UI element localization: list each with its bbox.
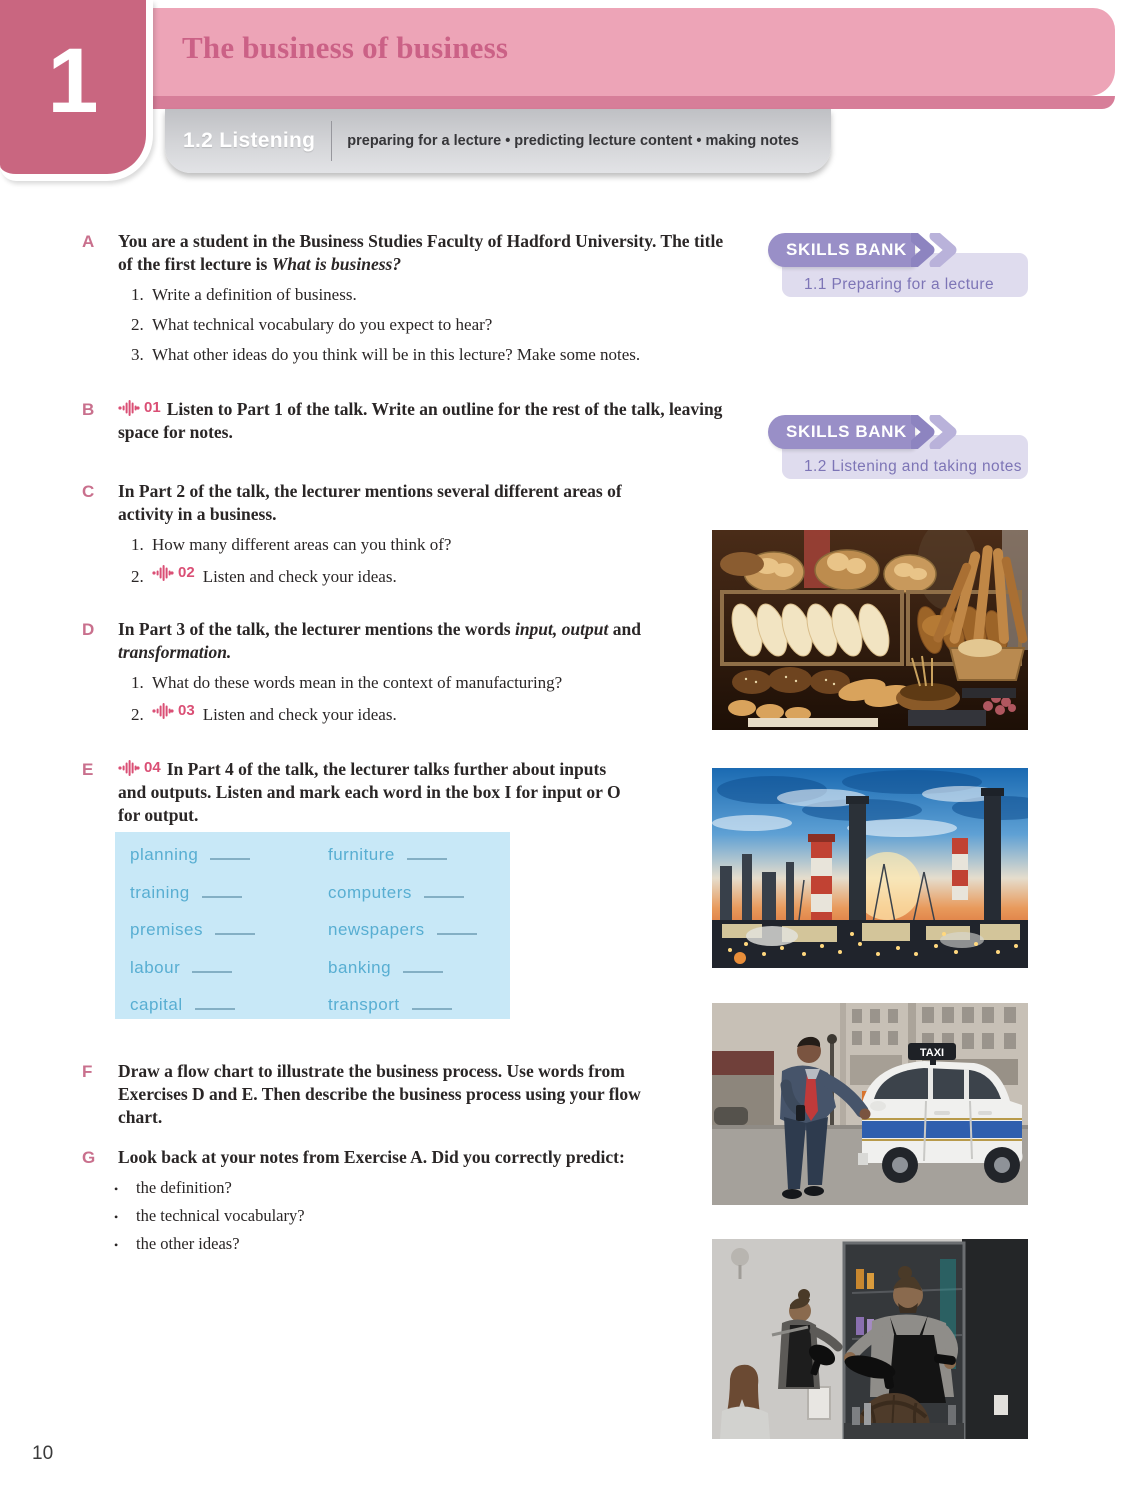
skills-bank-1	[768, 233, 1030, 299]
photo-bakery-bread-display	[712, 530, 1028, 730]
unit-number: 1	[47, 29, 99, 132]
word-entry: transport	[328, 993, 477, 1016]
lesson-skills-tagline: preparing for a lecture • predicting lecture content • making notes	[347, 133, 799, 149]
list-item: 1. What do these words mean in the context of manufacturing?	[131, 672, 563, 692]
input-output-word-box	[115, 832, 510, 1019]
unit-banner	[150, 8, 1115, 96]
photo-hair-salon	[712, 1239, 1028, 1439]
exercise-d	[82, 618, 682, 734]
audio-track-chip	[118, 398, 161, 418]
audio-waveform-icon	[118, 759, 140, 777]
unit-banner-strip	[150, 96, 1115, 109]
bullet-icon: •	[114, 1237, 119, 1252]
answer-blank	[192, 956, 232, 973]
exercise-c-letter: C	[82, 482, 95, 501]
answer-blank	[202, 881, 242, 898]
audio-waveform-icon	[118, 399, 140, 417]
word-entry: newspapers	[328, 918, 477, 941]
exercise-g	[82, 1146, 762, 1262]
exercise-e-instruction: 04 In Part 4 of the talk, the lecturer talks further about inputs and outputs. Listen and mark each word in the box I for input or O for output.	[118, 759, 621, 825]
exercise-c-instruction: In Part 2 of the talk, the lecturer mentions several different areas of activity in a business.	[118, 481, 622, 524]
audio-track-number: 02	[178, 563, 195, 581]
photo-businessman-taxi	[712, 1003, 1028, 1205]
exercise-f	[82, 1060, 682, 1128]
bullet-icon: •	[114, 1181, 119, 1196]
exercise-f-instruction: Draw a flow chart to illustrate the business process. Use words from Exercises D and E. Then describe the business process using your flow chart.	[118, 1061, 641, 1127]
bullet-item: • the technical vocabulary?	[114, 1205, 305, 1225]
chevron-right-icon	[911, 233, 963, 267]
list-item: 2. What technical vocabulary do you expect to hear?	[131, 314, 493, 334]
lesson-label: 1.2 Listening	[183, 129, 316, 152]
audio-track-chip	[118, 758, 161, 778]
audio-track-number: 01	[144, 399, 161, 417]
exercise-a-instruction: You are a student in the Business Studies Faculty of Hadford University. The title of the first lecture is What is business?	[118, 231, 724, 274]
skills-bank-1-item: 1.1 Preparing for a lecture	[804, 276, 995, 293]
exercise-c	[82, 480, 642, 596]
page-number: 10	[32, 1443, 54, 1464]
list-item: 1. How many different areas can you think of?	[131, 534, 452, 554]
answer-blank	[412, 993, 452, 1010]
audio-waveform-icon	[152, 564, 174, 582]
word-entry: planning	[130, 843, 255, 866]
exercise-a-letter: A	[82, 232, 95, 251]
word-entry: premises	[130, 918, 255, 941]
skills-bank-1-header	[768, 233, 963, 267]
photo-oil-refinery	[712, 768, 1028, 968]
skills-bank-2-item: 1.2 Listening and taking notes	[804, 458, 1022, 475]
exercise-g-letter: G	[82, 1148, 96, 1167]
audio-track-number: 03	[178, 701, 195, 719]
answer-blank	[215, 918, 255, 935]
word-entry: banking	[328, 956, 477, 979]
exercise-a	[82, 230, 732, 374]
taxi-sign-text: TAXI	[919, 1047, 945, 1059]
answer-blank	[437, 918, 477, 935]
answer-blank	[403, 956, 443, 973]
exercise-e	[82, 758, 642, 826]
answer-blank	[210, 843, 250, 860]
word-entry: training	[130, 881, 255, 904]
list-item: 1. Write a definition of business.	[131, 284, 357, 304]
list-item: 2. 02 Listen and check your ideas.	[131, 563, 397, 587]
audio-waveform-icon	[152, 702, 174, 720]
chevron-right-icon	[911, 415, 963, 449]
answer-blank	[195, 993, 235, 1010]
list-item: 3. What other ideas do you think will be in this lecture? Make some notes.	[131, 345, 641, 364]
list-item: 2. 03 Listen and check your ideas.	[131, 701, 397, 725]
exercise-e-letter: E	[82, 760, 94, 779]
exercise-d-letter: D	[82, 620, 95, 639]
exercise-b-letter: B	[82, 400, 95, 419]
answer-blank	[407, 843, 447, 860]
exercise-g-instruction: Look back at your notes from Exercise A. Did you correctly predict:	[118, 1147, 625, 1167]
audio-track-number: 04	[144, 759, 161, 777]
unit-title: The business of business	[182, 30, 509, 65]
word-entry: computers	[328, 881, 477, 904]
word-entry: labour	[130, 956, 255, 979]
bullet-item: • the definition?	[114, 1177, 232, 1197]
exercise-b-instruction: 01 Listen to Part 1 of the talk. Write an outline for the rest of the talk, leaving space for notes.	[118, 399, 723, 442]
skills-bank-2-header	[768, 415, 963, 449]
word-entry: capital	[130, 993, 255, 1016]
skills-bank-1-title: SKILLS BANK	[768, 233, 915, 267]
exercise-d-instruction: In Part 3 of the talk, the lecturer mentions the words input, output and transformation.	[118, 619, 641, 662]
bullet-item: • the other ideas?	[114, 1233, 240, 1253]
lesson-bar-divider	[331, 121, 332, 161]
exercise-f-letter: F	[82, 1062, 93, 1081]
word-entry: furniture	[328, 843, 477, 866]
skills-bank-2	[768, 415, 1030, 481]
exercise-b	[82, 398, 742, 444]
unit-number-tab	[0, 0, 153, 181]
audio-track-chip	[152, 564, 195, 583]
lesson-bar	[165, 109, 831, 173]
skills-bank-2-title: SKILLS BANK	[768, 415, 915, 449]
answer-blank	[424, 881, 464, 898]
audio-track-chip	[152, 702, 195, 721]
bullet-icon: •	[114, 1209, 119, 1224]
